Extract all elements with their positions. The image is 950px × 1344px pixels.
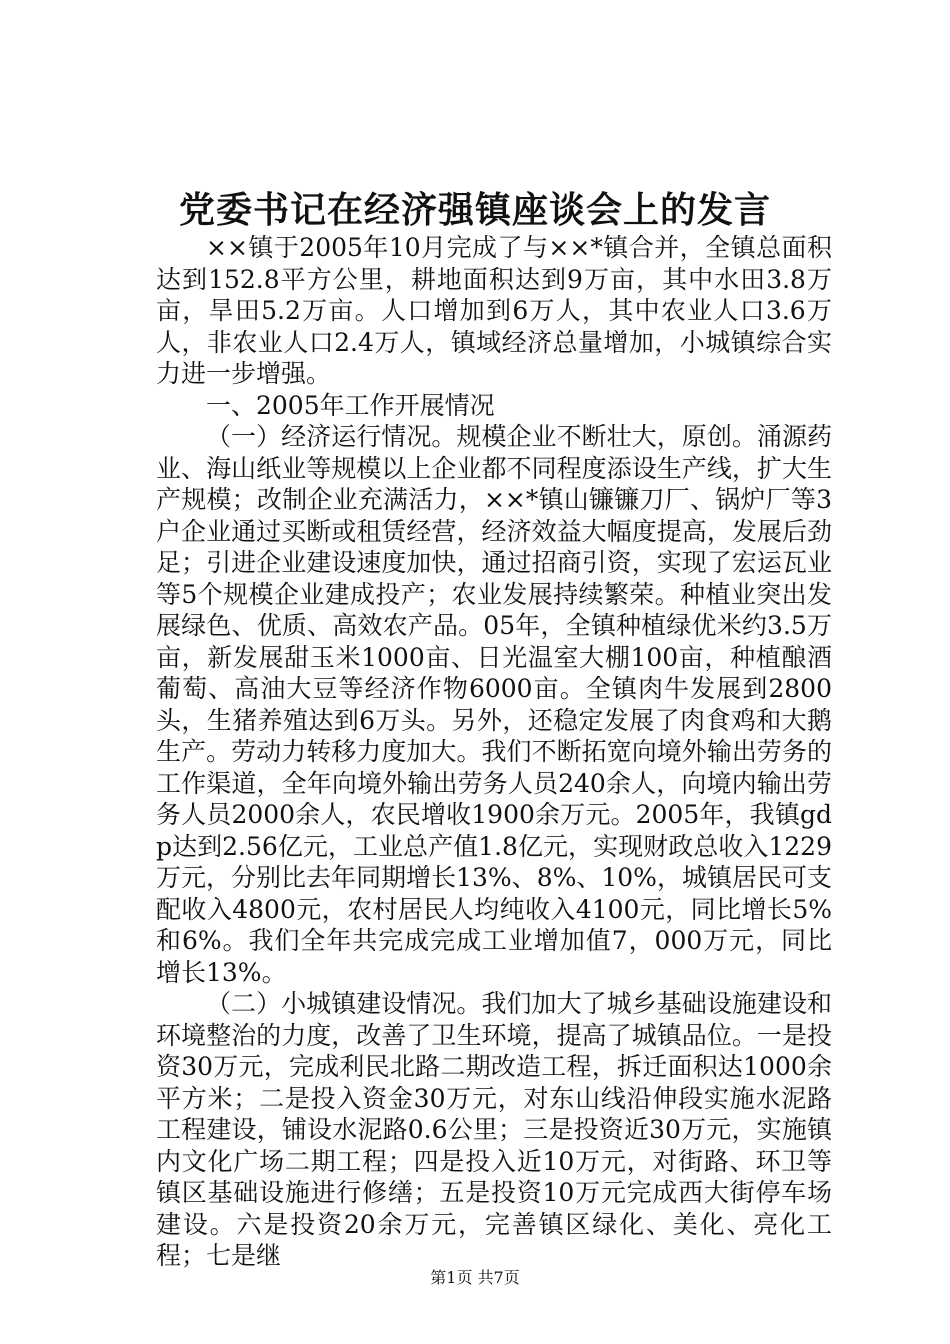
paragraph-intro: ××镇于2005年10月完成了与××*镇合并，全镇总面积达到152.8平方公里，耕地面积达到9万亩，其中水田3.8万亩，旱田5.2万亩。人口增加到6万人，其中农业人口3.6万人，非农业人口2.4万人，镇域经济总量增加，小城镇综合实力进一步增强。 bbox=[156, 233, 832, 388]
document-body bbox=[156, 232, 832, 1272]
paragraph-town-construction: （二）小城镇建设情况。我们加大了城乡基础设施建设和环境整治的力度，改善了卫生环境，提高了城镇品位。一是投资30万元，完成利民北路二期改造工程，拆迁面积达1000余平方米；二是投入资金30万元，对东山线沿伸段实施水泥路工程建设，铺设水泥路0.6公里；三是投资近30万元，实施镇内文化广场二期工程；四是投入近10万元，对街路、环卫等镇区基础设施进行修缮；五是投资10万元完成西大街停车场建设。六是投资20余万元，完善镇区绿化、美化、亮化工程；七是继 bbox=[156, 989, 832, 1270]
document-title: 党委书记在经济强镇座谈会上的发言 bbox=[178, 189, 771, 231]
page-number-footer: 第1页 共7页 bbox=[430, 1268, 520, 1287]
paragraph-economy: （一）经济运行情况。规模企业不断壮大，原创。涌源药业、海山纸业等规模以上企业都不同程度添设生产线，扩大生产规模；改制企业充满活力，××*镇山镰镰刀厂、锅炉厂等3户企业通过买断或租赁经营，经济效益大幅度提高，发展后劲足；引进企业建设速度加快，通过招商引资，实现了宏运瓦业等5个规模企业建成投产；农业发展持续繁荣。种植业突出发展绿色、优质、高效农产品。05年，全镇种植绿优米约3.5万亩，新发展甜玉米1000亩、日光温室大棚100亩，种植酿酒葡萄、高油大豆等经济作物6000亩。全镇肉牛发展到2800头，生猪养殖达到6万头。另外，还稳定发展了肉食鸡和大鹅生产。劳动力转移力度加大。我们不断拓宽向境外输出劳务的工作渠道，全年向境外输出劳务人员240余人，向境内输出劳务人员2000余人，农民增收1900余万元。2005年，我镇gdp达到2.56亿元，工业总产值1.8亿元，实现财政总收入1229万元，分别比去年同期增长13%、8%、10%，城镇居民可支配收入4800元，农村居民人均纯收入4100元，同比增长5%和6%。我们全年共完成完成工业增加值7，000万元，同比增长13%。 bbox=[156, 422, 832, 987]
section-heading: 一、2005年工作开展情况 bbox=[206, 390, 495, 420]
